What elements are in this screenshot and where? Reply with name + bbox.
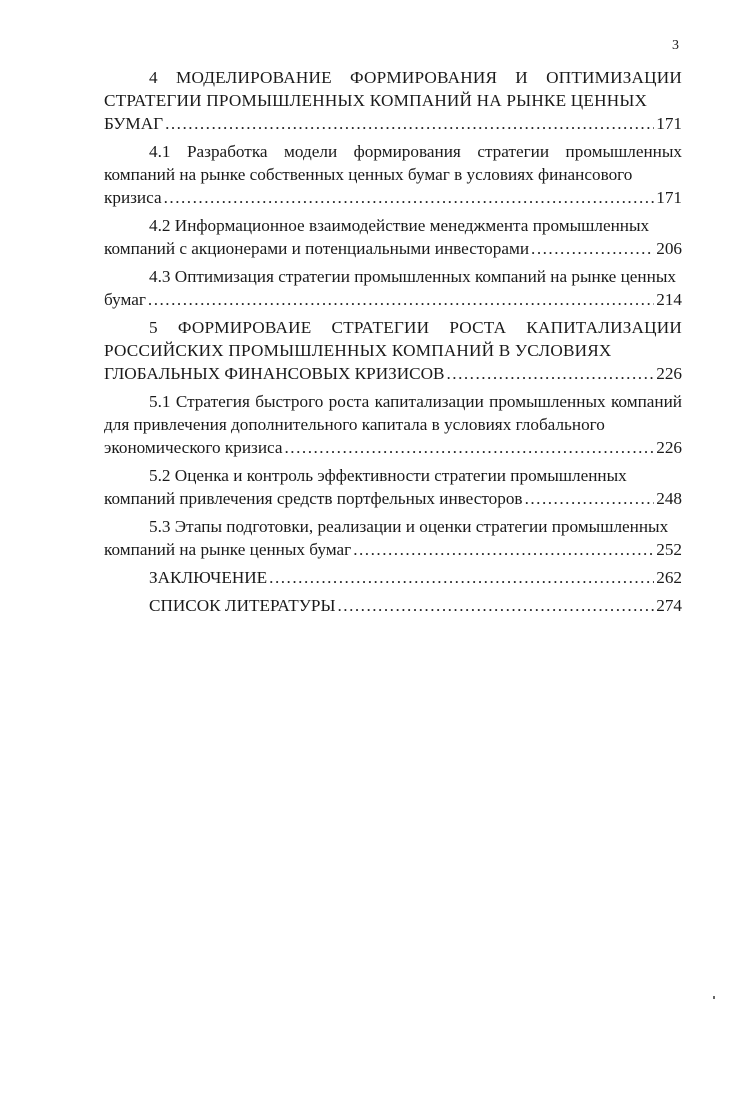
toc-entry-last-line [104, 186, 682, 209]
toc-page-number: 171 [656, 188, 682, 207]
toc-entry-title: 4.2 Информационное взаимодействие менеджмента промышленных [149, 216, 650, 235]
toc-entry-last-line [104, 566, 682, 589]
toc-entry-references[interactable] [104, 594, 682, 617]
toc-entry-title-tail: бумаг [104, 290, 146, 309]
toc-page-number: 206 [656, 239, 682, 258]
toc-entry-chapter-4[interactable] [104, 66, 682, 135]
toc-entry-last-line [104, 436, 682, 459]
toc-entry-title: 4.3 Оптимизация стратегии промышленных компаний на рынке ценных [149, 267, 676, 286]
toc-page-number: 226 [656, 364, 682, 383]
toc-entry-last-line [104, 362, 682, 385]
dot-leader [285, 436, 655, 459]
toc-entry-title-tail: БУМАГ [104, 114, 164, 133]
scan-speck [713, 996, 715, 999]
toc-entry-last-line [104, 487, 682, 510]
toc-entry-title-tail: компаний с акционерами и потенциальными инвесторами [104, 239, 530, 258]
toc-entry-section-4-3[interactable] [104, 265, 682, 311]
toc-entry-title-tail: компаний на рынке ценных бумаг [104, 540, 352, 559]
toc-entry-section-4-2[interactable] [104, 214, 682, 260]
dot-leader [353, 538, 654, 561]
toc-page-number: 252 [656, 540, 682, 559]
toc-entry-title: ЗАКЛЮЧЕНИЕ [149, 568, 268, 587]
dot-leader [337, 594, 654, 617]
toc-page-number: 262 [656, 568, 682, 587]
toc-entry-title: 4.1 Разработка модели формирования стратегии промышленных компаний на рынке собственных ценных бумаг в условиях финансового [104, 142, 682, 184]
toc-entry-last-line [104, 288, 682, 311]
toc-entry-title: 5.3 Этапы подготовки, реализации и оценки стратегии промышленных [149, 517, 669, 536]
toc-entry-title-tail: кризиса [104, 188, 162, 207]
dot-leader [531, 237, 654, 260]
toc-entry-title-tail: компаний привлечения средств портфельных инвесторов [104, 489, 523, 508]
toc-entry-section-5-3[interactable] [104, 515, 682, 561]
toc-page-number: 248 [656, 489, 682, 508]
toc-entry-section-5-1[interactable] [104, 390, 682, 459]
toc-entry-section-5-2[interactable] [104, 464, 682, 510]
toc-entry-title-tail: экономического кризиса [104, 438, 283, 457]
toc-entry-title-tail: ГЛОБАЛЬНЫХ ФИНАНСОВЫХ КРИЗИСОВ [104, 364, 445, 383]
toc-entry-title: 4 МОДЕЛИРОВАНИЕ ФОРМИРОВАНИЯ И ОПТИМИЗАЦИИ СТРАТЕГИИ ПРОМЫШЛЕННЫХ КОМПАНИЙ НА РЫНКЕ ЦЕННЫХ [104, 68, 682, 110]
dot-leader [446, 362, 654, 385]
toc-entry-last-line [104, 237, 682, 260]
toc-entry-title: СПИСОК ЛИТЕРАТУРЫ [149, 596, 336, 615]
toc-page-number: 214 [656, 290, 682, 309]
toc-entry-title: 5 ФОРМИРОВАИЕ СТРАТЕГИИ РОСТА КАПИТАЛИЗАЦИИ РОССИЙСКИХ ПРОМЫШЛЕННЫХ КОМПАНИЙ В УСЛОВИЯХ [104, 318, 682, 360]
toc-entry-title: 5.1 Стратегия быстрого роста капитализации промышленных компаний для привлечения дополнительного капитала в условиях глобального [104, 392, 682, 434]
toc-entry-section-4-1[interactable] [104, 140, 682, 209]
toc-page-number: 226 [656, 438, 682, 457]
toc-entry-chapter-5[interactable] [104, 316, 682, 385]
page-number: 3 [672, 38, 679, 53]
toc-page-number: 171 [656, 114, 682, 133]
dot-leader [525, 487, 655, 510]
toc-entry-conclusion[interactable] [104, 566, 682, 589]
toc-entry-last-line [104, 538, 682, 561]
dot-leader [148, 288, 654, 311]
dot-leader [269, 566, 654, 589]
toc-entry-last-line [104, 112, 682, 135]
toc-page-number: 274 [656, 596, 682, 615]
toc-entry-title: 5.2 Оценка и контроль эффективности стратегии промышленных [149, 466, 627, 485]
dot-leader [165, 112, 654, 135]
toc-entry-last-line [104, 594, 682, 617]
table-of-contents [104, 66, 682, 622]
dot-leader [164, 186, 655, 209]
